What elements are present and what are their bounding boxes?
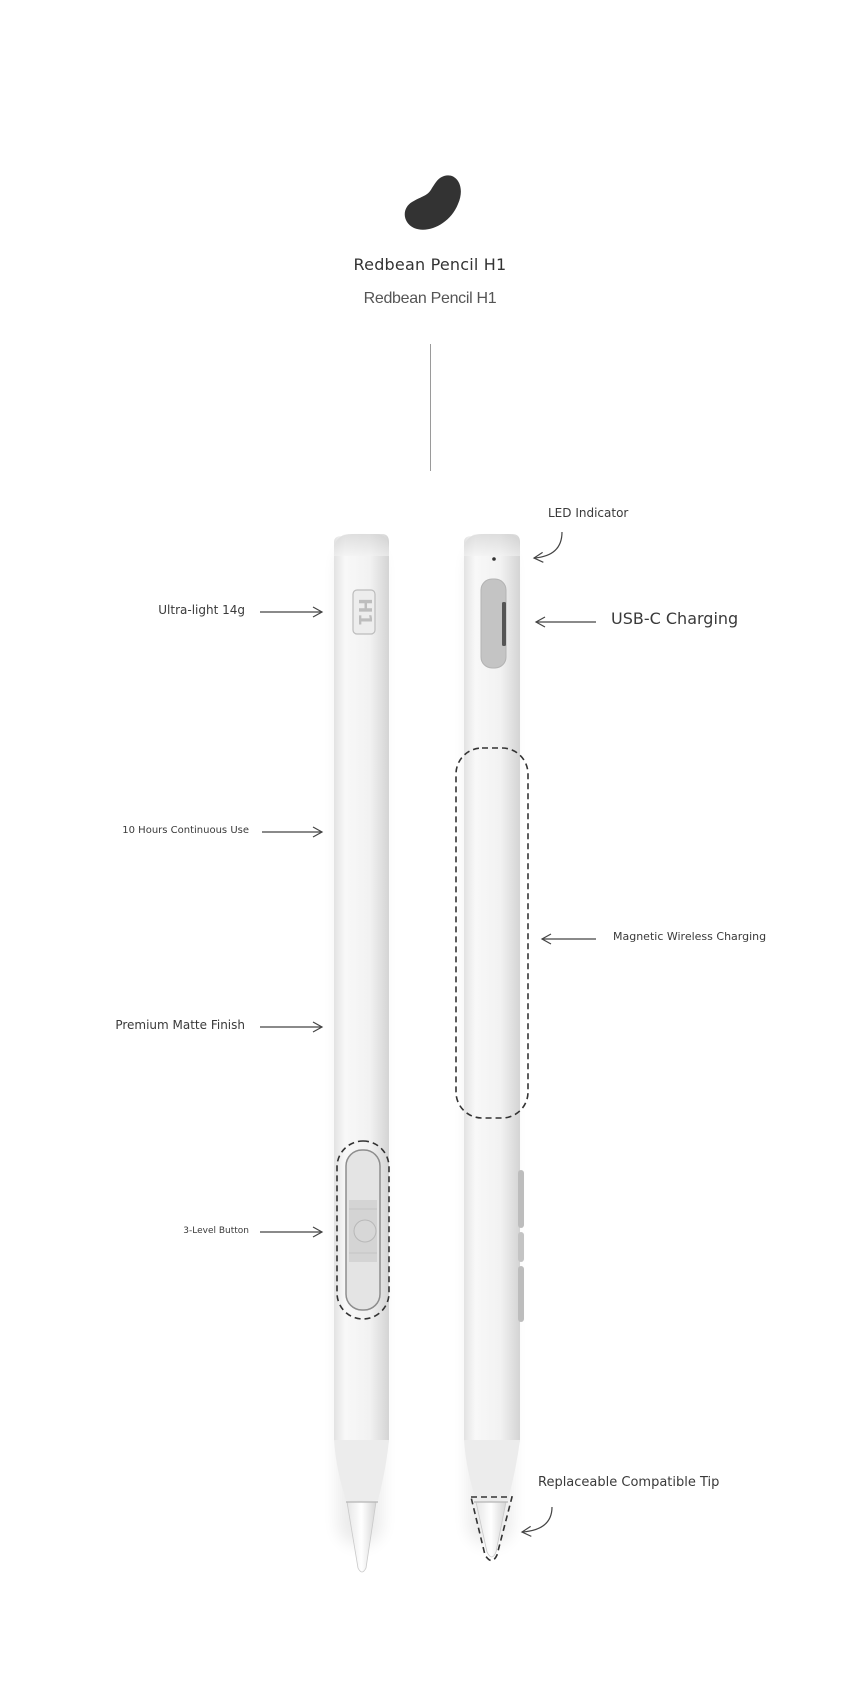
feature-3-level-button: 3-Level Button bbox=[183, 1226, 249, 1236]
pencil-right bbox=[456, 534, 528, 1561]
feature-magnetic-charging: Magnetic Wireless Charging bbox=[613, 930, 767, 943]
h1-engraving: H1 bbox=[354, 598, 375, 626]
feature-matte-finish: Premium Matte Finish bbox=[115, 1018, 245, 1032]
feature-battery-life: 10 Hours Continuous Use bbox=[122, 825, 249, 836]
product-subtitle: Redbean Pencil H1 bbox=[363, 290, 497, 307]
product-title: Redbean Pencil H1 bbox=[353, 255, 507, 274]
feature-replaceable-tip: Replaceable Compatible Tip bbox=[538, 1475, 720, 1490]
feature-ultra-light: Ultra-light 14g bbox=[158, 603, 245, 617]
arrow-led bbox=[534, 532, 562, 558]
feature-usb-c-charging: USB-C Charging bbox=[611, 609, 739, 628]
arrow-tip bbox=[522, 1507, 552, 1532]
pencil-left bbox=[334, 534, 389, 1572]
feature-led-indicator: LED Indicator bbox=[548, 506, 629, 520]
